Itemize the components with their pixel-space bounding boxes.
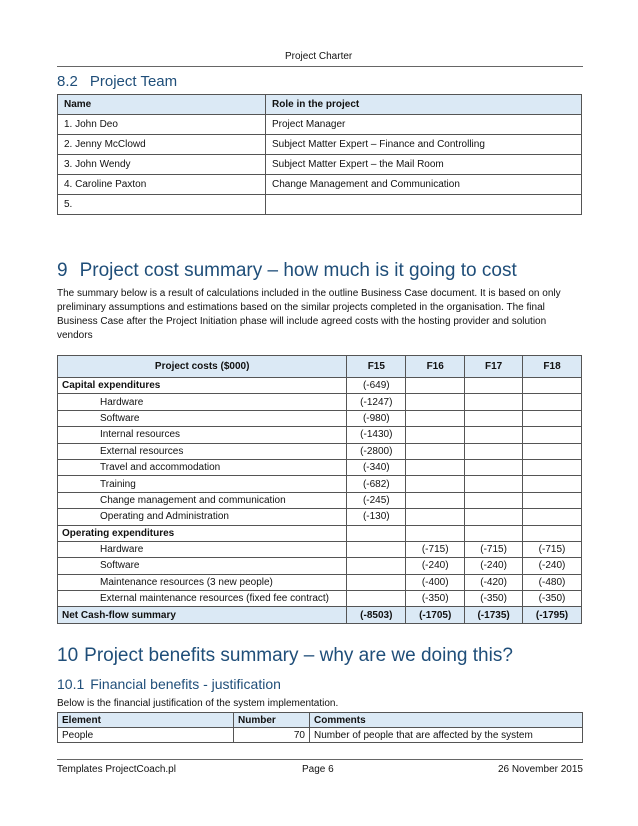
cost-summary-paragraph: The summary below is a result of calculations included in the outline Business Case document. It is based on only preliminary assumptions and estimations based on the similar projects completed in the organisation. The final Business Case after the Project Initiation phase will include agreed costs with the hosting provider and solution vendors [57,288,561,341]
header-f18: F18 [523,356,582,378]
cost-label: Capital expenditures [58,378,347,394]
section-number: 9 [57,260,68,281]
cost-f18 [523,492,582,508]
cost-f18: (-350) [523,591,582,607]
cost-label: Software [58,410,347,426]
header-role: Role in the project [266,95,582,115]
section-9-heading [57,260,517,282]
cost-f17 [465,410,523,426]
cost-f15: (-980) [347,410,406,426]
footer-rule [57,759,583,760]
table-row [58,509,582,525]
cost-f17 [465,378,523,394]
table-row [58,728,583,743]
table-row [58,459,582,475]
header-f15: F15 [347,356,406,378]
cost-f17: (-240) [465,558,523,574]
cost-f16: (-715) [406,541,465,557]
financial-benefits-table [57,712,583,743]
cost-f15: (-1247) [347,394,406,410]
cost-label: Software [58,558,347,574]
cost-f16 [406,476,465,492]
cost-label: Operating expenditures [58,525,347,541]
cost-f17: (-1735) [465,607,523,624]
cost-f16 [406,378,465,394]
header-title: Project Charter [285,51,353,62]
table-row [58,427,582,443]
table-row [58,558,582,574]
table-row [58,574,582,590]
table-header-row [58,713,583,728]
cost-f15: (-245) [347,492,406,508]
cost-label: Change management and communication [58,492,347,508]
cost-f15 [347,591,406,607]
section-8-2-heading [57,73,177,90]
cost-f15 [347,574,406,590]
cost-f16: (-400) [406,574,465,590]
table-row-net-summary [58,607,582,624]
team-member-role: Change Management and Communication [266,175,582,195]
section-number: 10 [57,645,79,666]
table-row [58,492,582,508]
cost-f17 [465,525,523,541]
cost-f18: (-715) [523,541,582,557]
cost-f15: (-682) [347,476,406,492]
cost-f17 [465,492,523,508]
team-member-name: 3. John Wendy [58,155,266,175]
section-10-1-heading [57,676,281,692]
cost-f16 [406,427,465,443]
cost-f18 [523,427,582,443]
benefit-element: People [58,728,234,743]
cost-f18: (-1795) [523,607,582,624]
header-f17: F17 [465,356,523,378]
benefit-comment: Number of people that are affected by the system [310,728,583,743]
cost-label: External maintenance resources (fixed fee contract) [58,591,347,607]
cost-f18 [523,410,582,426]
benefits-paragraph: Below is the financial justification of the system implementation. [57,698,339,709]
cost-f18 [523,509,582,525]
team-member-name: 4. Caroline Paxton [58,175,266,195]
cost-f15 [347,525,406,541]
cost-label: Training [58,476,347,492]
cost-label: External resources [58,443,347,459]
header-element: Element [58,713,234,728]
team-member-name: 1. John Deo [58,115,266,135]
cost-f17: (-715) [465,541,523,557]
header-name: Name [58,95,266,115]
cost-f18: (-240) [523,558,582,574]
table-row [58,591,582,607]
table-row [58,525,582,541]
table-row [58,195,582,215]
cost-label: Internal resources [58,427,347,443]
cost-f16 [406,492,465,508]
team-member-role: Subject Matter Expert – the Mail Room [266,155,582,175]
table-row [58,443,582,459]
cost-f17: (-350) [465,591,523,607]
table-row [58,541,582,557]
table-header-row [58,95,582,115]
cost-label: Operating and Administration [58,509,347,525]
cost-f15: (-2800) [347,443,406,459]
cost-f15: (-340) [347,459,406,475]
header-comments: Comments [310,713,583,728]
cost-f17 [465,459,523,475]
cost-f16 [406,459,465,475]
cost-f16 [406,410,465,426]
project-costs-table [57,355,582,624]
cost-label: Travel and accommodation [58,459,347,475]
cost-f17 [465,427,523,443]
header-f16: F16 [406,356,465,378]
table-row [58,115,582,135]
cost-f16 [406,394,465,410]
cost-f16: (-350) [406,591,465,607]
section-number: 8.2 [57,73,78,90]
cost-f17 [465,509,523,525]
cost-f16 [406,525,465,541]
section-title: Project benefits summary – why are we doing this? [84,645,513,666]
header-rule [57,66,583,67]
cost-f18 [523,443,582,459]
table-row [58,135,582,155]
cost-f16 [406,443,465,459]
footer-page-number: Page 6 [302,764,334,775]
team-member-name: 5. [58,195,266,215]
cost-f15: (-649) [347,378,406,394]
table-row [58,378,582,394]
cost-f18 [523,459,582,475]
cost-label: Hardware [58,541,347,557]
cost-label: Hardware [58,394,347,410]
cost-f18 [523,525,582,541]
footer-left: Templates ProjectCoach.pl [57,764,176,775]
cost-f15 [347,558,406,574]
table-header-row [58,356,582,378]
cost-f18: (-480) [523,574,582,590]
cost-f15: (-130) [347,509,406,525]
team-member-role [266,195,582,215]
section-number: 10.1 [57,676,85,692]
cost-label: Maintenance resources (3 new people) [58,574,347,590]
cost-f17 [465,443,523,459]
table-row [58,155,582,175]
cost-f18 [523,378,582,394]
table-row [58,410,582,426]
cost-f17 [465,394,523,410]
table-row [58,476,582,492]
team-member-name: 2. Jenny McClowd [58,135,266,155]
table-row [58,175,582,195]
project-team-table [57,94,582,215]
cost-f18 [523,394,582,410]
cost-f16: (-240) [406,558,465,574]
cost-f15 [347,541,406,557]
table-row [58,394,582,410]
header-project-costs: Project costs ($000) [58,356,347,378]
header-number: Number [234,713,310,728]
team-member-role: Subject Matter Expert – Finance and Controlling [266,135,582,155]
cost-f18 [523,476,582,492]
cost-f16: (-1705) [406,607,465,624]
cost-f15: (-1430) [347,427,406,443]
cost-label: Net Cash-flow summary [58,607,347,624]
section-title: Project Team [89,73,178,90]
section-title: Project cost summary – how much is it going to cost [79,260,517,281]
team-member-role: Project Manager [266,115,582,135]
section-title: Financial benefits - justification [90,676,281,692]
cost-f15: (-8503) [347,607,406,624]
cost-f16 [406,509,465,525]
footer-date: 26 November 2015 [497,764,583,775]
cost-f17: (-420) [465,574,523,590]
cost-f17 [465,476,523,492]
benefit-number: 70 [234,728,310,743]
section-10-heading [57,645,513,667]
